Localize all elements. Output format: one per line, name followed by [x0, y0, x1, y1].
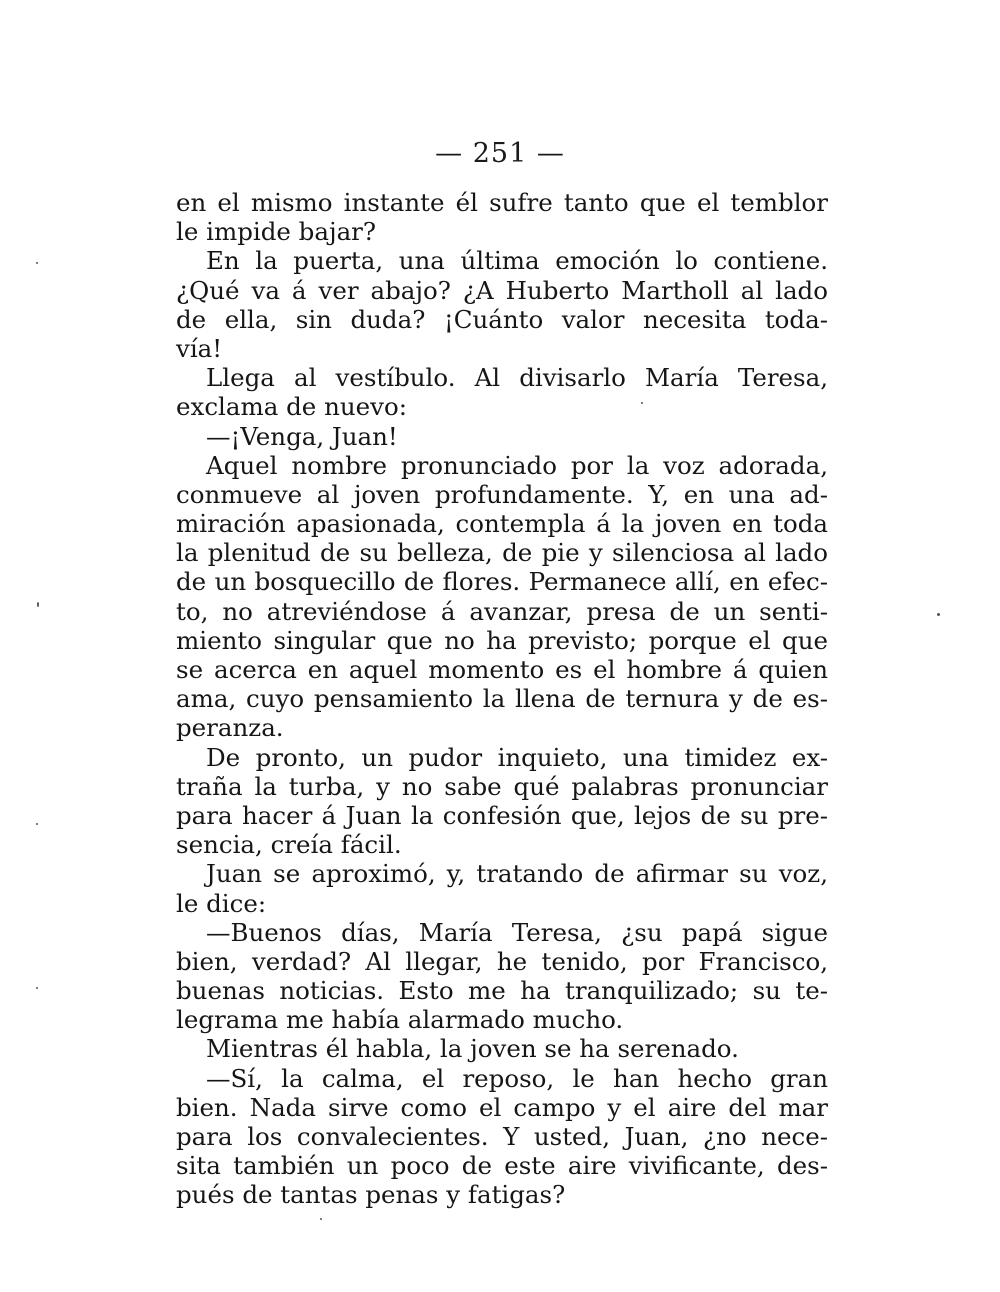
text-line: Juan se aproximó, y, tratando de afirmar su voz,	[206, 859, 828, 889]
text-line: —Sí, la calma, el reposo, le han hecho gran	[206, 1063, 828, 1093]
text-line: para los convalecientes. Y usted, Juan, ¿no nece-	[176, 1122, 828, 1151]
text-line: En la puerta, una última emoción lo contiene.	[206, 246, 828, 276]
text-line: —Buenos días, María Teresa, ¿su papá sigue	[206, 917, 828, 947]
text-line: se acerca en aquel momento es el hombre á quien	[176, 655, 828, 684]
text-line: le dice:	[176, 888, 267, 918]
text-line: miento singular que no ha previsto; porque el que	[176, 625, 828, 655]
scan-speck	[37, 602, 39, 607]
text-line: en el mismo instante él sufre tanto que el temblor	[176, 188, 828, 217]
text-line: legrama me había alarmado mucho.	[176, 1005, 624, 1035]
text-line: De pronto, un pudor inquieto, una timidez ex-	[206, 742, 828, 772]
page-number: — 251 —	[435, 138, 565, 169]
text-line: ama, cuyo pensamiento la llena de ternura y de es-	[176, 684, 828, 714]
text-line: sita también un poco de este aire vivificante, des-	[176, 1151, 828, 1181]
text-line: de un bosquecillo de flores. Permanece allí, en efec-	[176, 567, 828, 597]
text-line: exclama de nuevo:	[176, 392, 407, 422]
text-line: vía!	[176, 333, 223, 363]
text-line: peranza.	[176, 713, 284, 743]
text-line: ¿Qué va á ver abajo? ¿A Huberto Martholl al lado	[176, 275, 828, 305]
text-line: bien, verdad? Al llegar, he tenido, por Francisco,	[176, 946, 828, 976]
text-line: —¡Venga, Juan!	[206, 421, 398, 451]
text-line: pués de tantas penas y fatigas?	[176, 1180, 566, 1210]
scan-speck	[36, 823, 38, 825]
text-line: la plenitud de su belleza, de pie y silenciosa al lado	[176, 538, 828, 568]
text-line: traña la turba, y no sabe qué palabras pronunciar	[176, 771, 828, 801]
text-line: buenas noticias. Esto me ha tranquilizado; su te-	[176, 976, 828, 1006]
text-line: bien. Nada sirve como el campo y el aire del mar	[176, 1092, 828, 1122]
scan-speck	[937, 613, 940, 616]
scan-speck	[36, 987, 38, 989]
text-line: para hacer á Juan la confesión que, lejos de su pre-	[176, 800, 828, 830]
text-line: Mientras él habla, la joven se ha serenado.	[206, 1034, 739, 1064]
scan-speck	[320, 1218, 322, 1220]
text-line: conmueve al joven profundamente. Y, en una ad-	[176, 479, 828, 509]
text-line: Llega al vestíbulo. Al divisarlo María Teresa,	[206, 363, 828, 393]
text-line: miración apasionada, contempla á la joven en toda	[176, 509, 828, 539]
scan-speck	[36, 262, 38, 264]
text-line: to, no atreviéndose á avanzar, presa de un senti-	[176, 596, 828, 626]
text-line: Aquel nombre pronunciado por la voz adorada,	[206, 450, 828, 480]
body-text	[176, 188, 828, 1210]
scan-speck	[641, 402, 643, 404]
text-line: sencia, creía fácil.	[176, 830, 402, 860]
text-line: le impide bajar?	[176, 217, 377, 247]
text-line: de ella, sin duda? ¡Cuánto valor necesita toda-	[176, 304, 828, 334]
